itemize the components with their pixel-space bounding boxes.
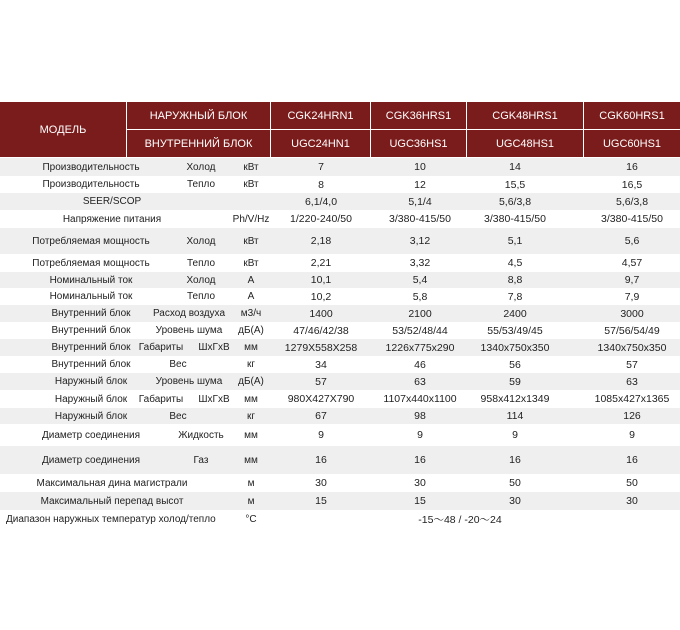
value-cell: 1340х750х350 bbox=[480, 341, 550, 354]
value-cell: 98 bbox=[414, 410, 426, 422]
value-cell: 30 bbox=[509, 495, 521, 507]
table-row bbox=[0, 390, 680, 408]
value-cell: 57 bbox=[315, 375, 327, 388]
value-cell: 1/220-240/50 bbox=[290, 213, 352, 225]
value-cell: 7 bbox=[318, 161, 324, 173]
value-cell: 4,5 bbox=[507, 257, 523, 269]
outdoor-label: НАРУЖНЫЙ БЛОК bbox=[149, 109, 248, 122]
temperature-range-value: -15～48 / -20～24 bbox=[418, 513, 502, 526]
row-label: Напряжение питания bbox=[62, 213, 162, 225]
value-cell: 63 bbox=[626, 375, 638, 388]
outdoor-label-cell bbox=[127, 102, 270, 129]
value-cell: 57/56/54/49 bbox=[604, 324, 660, 337]
value-cell: 7,8 bbox=[507, 290, 523, 303]
row-label: Максимальная дина магистрали bbox=[36, 477, 188, 489]
value-cell: 50 bbox=[509, 477, 521, 489]
row-sublabel: Холод bbox=[186, 161, 216, 173]
row-sublabel: Уровень шума bbox=[155, 325, 223, 336]
value-cell: 8,8 bbox=[507, 274, 523, 286]
row-unit: дБ(А) bbox=[238, 325, 264, 336]
row-label: Наружный блок bbox=[54, 376, 128, 387]
value-cell: 5,6/3,8 bbox=[615, 195, 649, 208]
row-unit: мм bbox=[244, 342, 258, 353]
row-unit: А bbox=[247, 274, 255, 286]
row-sublabel: Тепло bbox=[186, 179, 216, 190]
row-sublabel: Холод bbox=[186, 235, 216, 247]
table-row bbox=[0, 288, 680, 305]
value-cell: 9 bbox=[318, 429, 324, 441]
row-unit: А bbox=[247, 291, 255, 302]
table-row bbox=[0, 474, 680, 492]
row-label: Наружный блок bbox=[54, 410, 128, 422]
row-label: Номинальный ток bbox=[49, 291, 133, 302]
value-cell: 10,1 bbox=[310, 274, 332, 286]
table-row bbox=[0, 322, 680, 339]
value-cell: 3000 bbox=[620, 307, 644, 320]
row-label: Потребляемая мощность bbox=[32, 257, 150, 269]
row-sublabel-secondary: ШхГхВ bbox=[198, 393, 230, 405]
outdoor-model-text: CGK48HRS1 bbox=[492, 109, 558, 122]
row-sublabel: Габариты bbox=[138, 393, 184, 405]
row-sublabel-secondary: ШхГхВ bbox=[198, 342, 230, 353]
value-cell: 10 bbox=[414, 161, 426, 173]
indoor-model-text: UGC24HN1 bbox=[291, 137, 350, 150]
value-cell: 1226х775х290 bbox=[385, 341, 455, 354]
table-row bbox=[0, 272, 680, 288]
table-row bbox=[0, 339, 680, 356]
row-sublabel: Габариты bbox=[138, 342, 184, 353]
indoor-model-3 bbox=[467, 130, 583, 157]
value-cell: 12 bbox=[414, 178, 426, 191]
row-unit: мм bbox=[244, 429, 258, 441]
row-unit: °С bbox=[245, 513, 257, 525]
outdoor-model-text: CGK60HRS1 bbox=[599, 109, 665, 122]
row-label: Наружный блок bbox=[54, 393, 128, 405]
value-cell: 3/380-415/50 bbox=[601, 213, 663, 225]
value-cell: 2,21 bbox=[310, 257, 332, 269]
value-cell: 56 bbox=[509, 358, 521, 371]
value-cell: 4,57 bbox=[621, 257, 643, 269]
value-cell: 5,6 bbox=[624, 235, 640, 247]
value-cell: 16,5 bbox=[621, 178, 643, 191]
outdoor-model-text: CGK36HRS1 bbox=[385, 109, 452, 122]
table-row bbox=[0, 158, 680, 176]
value-cell: 9 bbox=[417, 429, 423, 441]
value-cell: 8 bbox=[318, 178, 324, 191]
row-unit: кВт bbox=[243, 161, 259, 173]
value-cell: 10,2 bbox=[310, 290, 332, 303]
value-cell: 59 bbox=[509, 375, 521, 388]
indoor-model-1 bbox=[271, 130, 370, 157]
outdoor-header-row bbox=[0, 102, 680, 129]
outdoor-model-1 bbox=[271, 102, 370, 129]
row-label: Внутренний блок bbox=[51, 325, 131, 336]
value-cell: 16 bbox=[414, 454, 426, 466]
value-cell: 5,1 bbox=[507, 235, 523, 247]
value-cell: 14 bbox=[509, 161, 521, 173]
indoor-model-text: UGC60HS1 bbox=[602, 137, 662, 150]
table-row bbox=[0, 408, 680, 424]
table-row bbox=[0, 193, 680, 210]
outdoor-model-text: CGK24HRN1 bbox=[287, 109, 354, 122]
row-sublabel: Расход воздуха bbox=[152, 308, 226, 319]
value-cell: 47/46/42/38 bbox=[293, 324, 349, 337]
table-row bbox=[0, 510, 680, 528]
row-sublabel: Уровень шума bbox=[155, 376, 223, 387]
value-cell: 958х412х1349 bbox=[480, 393, 550, 405]
value-cell: 2,18 bbox=[310, 235, 332, 247]
value-cell: 67 bbox=[315, 410, 327, 422]
indoor-model-text: UGC48HS1 bbox=[495, 137, 555, 150]
value-cell: 16 bbox=[509, 454, 521, 466]
model-label: МОДЕЛЬ bbox=[39, 123, 87, 136]
value-cell: 5,1/4 bbox=[408, 195, 432, 208]
table-row bbox=[0, 424, 680, 446]
row-sublabel: Вес bbox=[169, 410, 187, 422]
table-row bbox=[0, 228, 680, 254]
value-cell: 3,12 bbox=[409, 235, 431, 247]
value-cell: 30 bbox=[626, 495, 638, 507]
row-label: Внутренний блок bbox=[51, 342, 131, 353]
table-row bbox=[0, 356, 680, 373]
value-cell: 1085х427х1365 bbox=[594, 393, 670, 405]
row-unit: Ph/V/Hz bbox=[232, 213, 270, 225]
row-label: Производительность bbox=[42, 161, 140, 173]
row-label: Максимальный перепад высот bbox=[40, 495, 184, 507]
outdoor-model-2 bbox=[371, 102, 466, 129]
value-cell: 9 bbox=[629, 429, 635, 441]
indoor-model-text: UGC36HS1 bbox=[389, 137, 448, 150]
row-sublabel: Тепло bbox=[186, 291, 216, 302]
value-cell: 1279Х558Х258 bbox=[284, 341, 358, 354]
value-cell: 16 bbox=[626, 161, 638, 173]
value-cell: 15 bbox=[315, 495, 327, 507]
row-label: Производительность bbox=[42, 179, 140, 190]
indoor-label-cell bbox=[127, 130, 270, 157]
row-unit: м bbox=[247, 495, 255, 507]
value-cell: 15,5 bbox=[504, 178, 526, 191]
value-cell: 7,9 bbox=[624, 290, 640, 303]
row-label: Диаметр соединения bbox=[42, 429, 140, 441]
row-sublabel: Тепло bbox=[186, 257, 216, 269]
row-label: Потребляемая мощность bbox=[32, 235, 150, 247]
value-cell: 5,8 bbox=[412, 290, 428, 303]
row-label: Диаметр соединения bbox=[42, 454, 140, 466]
row-label: Номинальный ток bbox=[49, 274, 133, 286]
value-cell: 63 bbox=[414, 375, 426, 388]
row-sublabel: Газ bbox=[193, 454, 209, 466]
row-unit: кВт bbox=[243, 179, 259, 190]
value-cell: 9 bbox=[512, 429, 518, 441]
row-label: Диапазон наружных температур холод/тепло bbox=[6, 513, 216, 525]
table-row bbox=[0, 305, 680, 322]
value-cell: 34 bbox=[315, 358, 327, 371]
row-unit: мм bbox=[244, 393, 258, 405]
value-cell: 30 bbox=[414, 477, 426, 489]
value-cell: 3/380-415/50 bbox=[389, 213, 451, 225]
value-cell: 16 bbox=[315, 454, 327, 466]
row-unit: м3/ч bbox=[240, 308, 262, 319]
value-cell: 1400 bbox=[309, 307, 333, 320]
value-cell: 15 bbox=[414, 495, 426, 507]
value-cell: 53/52/48/44 bbox=[392, 324, 448, 337]
row-unit: кВт bbox=[243, 257, 259, 269]
outdoor-model-4 bbox=[584, 102, 680, 129]
indoor-model-2 bbox=[371, 130, 466, 157]
table-row bbox=[0, 492, 680, 510]
row-sublabel: Вес bbox=[169, 359, 187, 370]
value-cell: 1107х440х1100 bbox=[383, 393, 457, 405]
value-cell: 2100 bbox=[408, 307, 432, 320]
value-cell: 57 bbox=[626, 358, 638, 371]
value-cell: 9,7 bbox=[624, 274, 640, 286]
value-cell: 16 bbox=[626, 454, 638, 466]
value-cell: 114 bbox=[506, 410, 524, 422]
value-cell: 126 bbox=[623, 410, 641, 422]
table-row bbox=[0, 210, 680, 228]
value-cell: 3,32 bbox=[409, 257, 431, 269]
table-row bbox=[0, 446, 680, 474]
value-cell: 6,1/4,0 bbox=[304, 195, 338, 208]
value-cell: 5,6/3,8 bbox=[498, 195, 532, 208]
value-cell: 5,4 bbox=[412, 274, 428, 286]
row-unit: м bbox=[247, 477, 255, 489]
value-cell: 1340х750х350 bbox=[597, 341, 667, 354]
table-row bbox=[0, 176, 680, 193]
row-unit: мм bbox=[244, 454, 258, 466]
indoor-label: ВНУТРЕННИЙ БЛОК bbox=[144, 137, 253, 150]
row-label: Внутренний блок bbox=[51, 308, 131, 319]
row-sublabel: Жидкость bbox=[178, 429, 224, 441]
row-label: Внутренний блок bbox=[51, 359, 131, 370]
row-sublabel: Холод bbox=[186, 274, 216, 286]
row-label: SEER/SCOP bbox=[82, 196, 142, 207]
indoor-model-4 bbox=[584, 130, 680, 157]
row-unit: кВт bbox=[243, 235, 259, 247]
row-unit: дБ(А) bbox=[238, 376, 264, 387]
table-row bbox=[0, 254, 680, 272]
value-cell: 2400 bbox=[503, 307, 527, 320]
value-cell: 980X427X790 bbox=[287, 393, 355, 405]
value-cell: 46 bbox=[414, 358, 426, 371]
value-cell: 50 bbox=[626, 477, 638, 489]
value-cell: 55/53/49/45 bbox=[487, 324, 543, 337]
outdoor-model-3 bbox=[467, 102, 583, 129]
indoor-header-row bbox=[0, 130, 680, 157]
value-cell: 30 bbox=[315, 477, 327, 489]
table-row bbox=[0, 373, 680, 390]
row-unit: кг bbox=[246, 410, 256, 422]
value-cell: 3/380-415/50 bbox=[484, 213, 546, 225]
row-unit: кг bbox=[246, 359, 256, 370]
